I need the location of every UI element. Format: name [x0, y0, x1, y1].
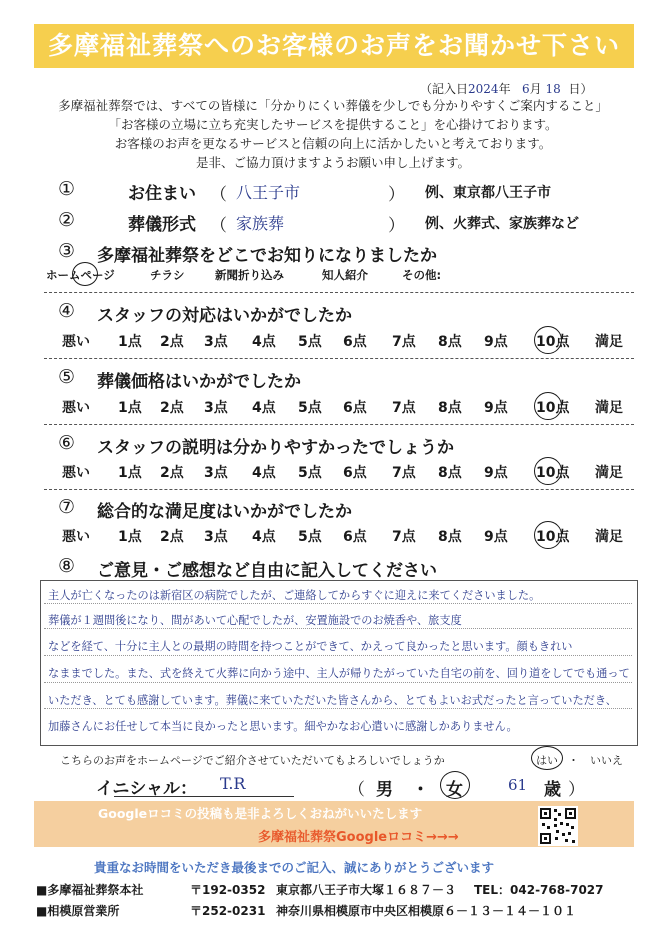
thanks-message: 貴重なお時間をいただき最後までのご記入、誠にありがとうございます [94, 860, 495, 875]
rating-option-6[interactable]: 6点 [343, 465, 367, 481]
q4-label: スタッフの対応はいかがでしたか [97, 306, 352, 326]
q2-answer[interactable]: 家族葬 [236, 214, 285, 233]
ruled-line [44, 603, 632, 604]
q3-number: ③ [58, 240, 76, 262]
gender-male[interactable]: 男 [376, 780, 393, 800]
scale-good-label: 満足 [595, 529, 623, 545]
date-day: 18 [545, 82, 561, 96]
scale-bad-label: 悪い [62, 529, 90, 545]
rating-option-10[interactable]: 10点 [536, 334, 570, 350]
rating-option-6[interactable]: 6点 [343, 529, 367, 545]
gender-female[interactable]: 女 [446, 780, 463, 800]
consent-yes[interactable]: はい [536, 754, 558, 767]
age-value[interactable]: 61 [508, 776, 528, 794]
comment-line: 葬儀が１週間後になり、間があいて心配でしたが、安置施設でのお焼香や、旅支度 [48, 614, 462, 627]
rating-option-2[interactable]: 2点 [160, 465, 184, 481]
rating-option-9[interactable]: 9点 [484, 400, 508, 416]
rating-option-4[interactable]: 4点 [252, 465, 276, 481]
q7-number: ⑦ [58, 496, 76, 518]
q8-number: ⑧ [58, 555, 76, 577]
ruled-line [44, 628, 632, 629]
selected-mark [531, 746, 563, 770]
selected-mark [72, 262, 98, 286]
scale-bad-label: 悪い [62, 465, 90, 481]
page-title: 多摩福祉葬祭へのお客様のお声をお聞かせ下さい [34, 24, 634, 68]
qr-code-icon[interactable] [538, 806, 578, 846]
comment-line: いただき、とても感謝しています。葬儀に来ていただいた皆さんから、とてもよいお式だったと言っていただき、 [48, 694, 617, 707]
rating-option-3[interactable]: 3点 [204, 529, 228, 545]
q5-rating-scale [62, 397, 627, 419]
initial-label: イニシャル： [96, 779, 197, 799]
office2-address: 神奈川県相模原市中央区相模原６－１３－１４－１０１ [276, 904, 577, 918]
google-review-request: Googleロコミの投稿も是非よろしくおねがいいたします [98, 806, 423, 821]
q1-example: 例、東京都八王子市 [425, 185, 551, 201]
q4-rating-scale [62, 331, 627, 353]
date-month: 6 [522, 82, 530, 96]
rating-option-2[interactable]: 2点 [160, 529, 184, 545]
q3-option-newspaper[interactable]: 新聞折り込み [215, 268, 284, 282]
rating-option-7[interactable]: 7点 [392, 334, 416, 350]
comment-line: などを経て、十分に主人との最期の時間を持つことができて、かえって良かったと思います。顔もきれい [48, 640, 573, 653]
rating-option-3[interactable]: 3点 [204, 400, 228, 416]
selected-mark [534, 521, 562, 549]
rating-option-5[interactable]: 5点 [298, 529, 322, 545]
rating-option-6[interactable]: 6点 [343, 334, 367, 350]
divider [44, 292, 634, 293]
office1-tel: TEL：042-768-7027 [474, 883, 604, 897]
q3-option-flyer[interactable]: チラシ [150, 268, 185, 282]
rating-option-4[interactable]: 4点 [252, 400, 276, 416]
rating-option-7[interactable]: 7点 [392, 465, 416, 481]
consent-no[interactable]: いいえ [590, 754, 623, 767]
q1-label: お住まい [128, 184, 196, 204]
office2-name: ■相模原営業所 [36, 904, 120, 918]
selected-mark [534, 457, 562, 485]
q7-rating-scale [62, 526, 627, 548]
rating-option-8[interactable]: 8点 [438, 334, 462, 350]
rating-option-3[interactable]: 3点 [204, 465, 228, 481]
scale-good-label: 満足 [595, 334, 623, 350]
ruled-line [44, 708, 632, 709]
comment-line: 主人が亡くなったのは新宿区の病院でしたが、ご連絡してからすぐに迎えに来てくださいました。 [48, 589, 541, 602]
rating-option-10[interactable]: 10点 [536, 465, 570, 481]
selected-mark [534, 326, 562, 354]
initial-value[interactable]: T.R [220, 774, 246, 793]
office2-zip: 〒252-0231 [190, 904, 266, 918]
intro-text: 多摩福祉葬祭では、すべての皆様に「分かりにくい葬儀を少しでも分かりやすくご案内すること」 「お客様の立場に立ち充実したサービスを提供すること」を心掛けております。 お客様のお声を更なるサービスと信頼の向上に活かしたいと考えております。 是非、ご協力頂けますようお願い申し上げます。 [58, 98, 608, 170]
rating-option-5[interactable]: 5点 [298, 334, 322, 350]
rating-option-7[interactable]: 7点 [392, 529, 416, 545]
rating-option-1[interactable]: 1点 [118, 465, 142, 481]
rating-option-6[interactable]: 6点 [343, 400, 367, 416]
rating-option-4[interactable]: 4点 [252, 334, 276, 350]
q2-label: 葬儀形式 [128, 215, 196, 235]
divider [44, 489, 634, 490]
rating-option-9[interactable]: 9点 [484, 529, 508, 545]
q3-label: 多摩福祉葬祭をどこでお知りになりましたか [97, 246, 437, 266]
ruled-line [44, 655, 632, 656]
comment-line: 加藤さんにお任せして本当に良かったと思います。細やかなお心遣いに感謝しかありません。 [48, 720, 518, 733]
q5-label: 葬儀価格はいかがでしたか [97, 372, 301, 392]
rating-option-3[interactable]: 3点 [204, 334, 228, 350]
entry-date: （記入日2024年 6月 18 日） [420, 82, 593, 96]
comment-line: なままでした。また、式を終えて火葬に向かう途中、主人が帰りたがっていた自宅の前を、回り道をしてでも通って [48, 667, 630, 680]
q2-number: ② [58, 209, 76, 231]
rating-option-8[interactable]: 8点 [438, 465, 462, 481]
divider [44, 358, 634, 359]
rating-option-5[interactable]: 5点 [298, 465, 322, 481]
scale-good-label: 満足 [595, 465, 623, 481]
q6-label: スタッフの説明は分かりやすかったでしょうか [97, 438, 454, 458]
rating-option-1[interactable]: 1点 [118, 529, 142, 545]
office1-name: ■多摩福祉葬祭本社 [36, 883, 144, 897]
q3-option-other[interactable]: その他: [402, 268, 442, 282]
scale-bad-label: 悪い [62, 400, 90, 416]
rating-option-7[interactable]: 7点 [392, 400, 416, 416]
q3-option-referral[interactable]: 知人紹介 [322, 268, 368, 282]
office1-zip: 〒192-0352 [190, 883, 266, 897]
rating-option-2[interactable]: 2点 [160, 334, 184, 350]
rating-option-10[interactable]: 10点 [536, 529, 570, 545]
q7-label: 総合的な満足度はいかがでしたか [97, 502, 352, 522]
scale-good-label: 満足 [595, 400, 623, 416]
q8-label: ご意見・ご感想など自由に記入してください [97, 561, 437, 581]
rating-option-8[interactable]: 8点 [438, 529, 462, 545]
ruled-line [44, 682, 632, 683]
date-year: 2024 [468, 82, 499, 96]
q3-option-homepage[interactable]: ホームページ [46, 268, 115, 282]
underline [114, 796, 294, 797]
q1-answer[interactable]: 八王子市 [236, 183, 301, 202]
selected-mark [534, 392, 562, 420]
scale-bad-label: 悪い [62, 334, 90, 350]
rating-option-10[interactable]: 10点 [536, 400, 570, 416]
q4-number: ④ [58, 300, 76, 322]
q6-rating-scale [62, 462, 627, 484]
rating-option-5[interactable]: 5点 [298, 400, 322, 416]
rating-option-9[interactable]: 9点 [484, 465, 508, 481]
rating-option-2[interactable]: 2点 [160, 400, 184, 416]
q6-number: ⑥ [58, 432, 76, 454]
office1-address: 東京都八王子市大塚１６８７－３ [276, 883, 457, 897]
rating-option-8[interactable]: 8点 [438, 400, 462, 416]
qr-code-graphic [538, 806, 578, 846]
q5-number: ⑤ [58, 366, 76, 388]
google-review-link[interactable]: 多摩福祉葬祭Googleロコミ→→→ [258, 830, 459, 845]
rating-option-4[interactable]: 4点 [252, 529, 276, 545]
q1-number: ① [58, 178, 76, 200]
age-unit: 歳 [544, 780, 561, 800]
rating-option-1[interactable]: 1点 [118, 400, 142, 416]
rating-option-1[interactable]: 1点 [118, 334, 142, 350]
consent-question: こちらのお声をホームページでご紹介させていただいてもよろしいでしょうか [60, 754, 445, 767]
q2-example: 例、火葬式、家族葬など [425, 216, 579, 232]
selected-mark [440, 771, 470, 799]
rating-option-9[interactable]: 9点 [484, 334, 508, 350]
divider [44, 424, 634, 425]
